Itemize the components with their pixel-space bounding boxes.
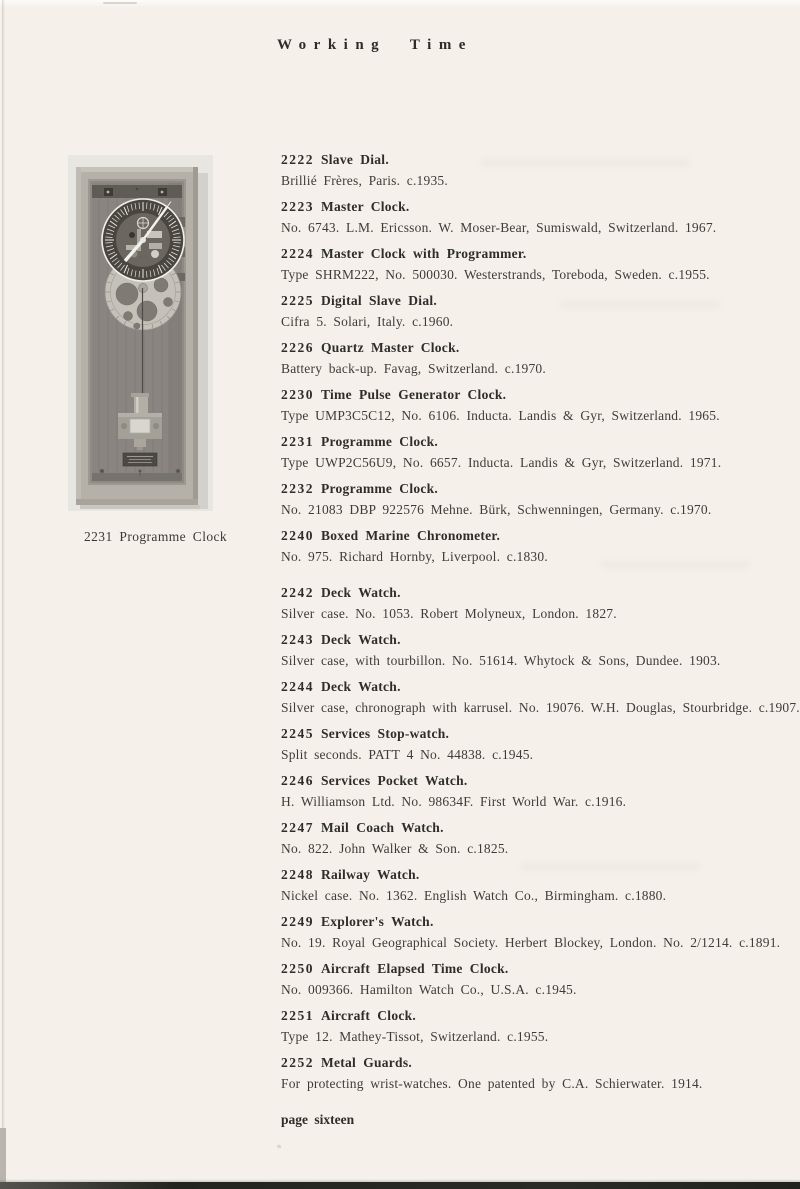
entry-number: 2222 xyxy=(281,152,314,167)
entry-heading xyxy=(281,864,786,885)
entry-heading xyxy=(281,582,786,603)
figure-caption: 2231 Programme Clock xyxy=(84,529,228,544)
clock-dial xyxy=(102,199,184,281)
entry-number: 2243 xyxy=(281,632,314,647)
entry-title: Railway Watch. xyxy=(321,867,420,882)
catalog-entry xyxy=(281,290,786,332)
entry-details: Silver case. No. 1053. Robert Molyneux, London. 1827. xyxy=(281,606,617,621)
entry-title: Master Clock with Programmer. xyxy=(321,246,527,261)
catalog-entry xyxy=(281,817,786,859)
entry-number: 2247 xyxy=(281,820,314,835)
catalog-entry xyxy=(281,958,786,1000)
entry-details: No. 19. Royal Geographical Society. Herbert Blockey, London. No. 2/1214. c.1891. xyxy=(281,935,781,950)
entry-heading xyxy=(281,431,786,452)
catalog-entry xyxy=(281,582,786,624)
scan-left-corner-shade xyxy=(0,1128,6,1183)
entry-heading xyxy=(281,196,786,217)
entry-number: 2230 xyxy=(281,387,314,402)
entry-title: Quartz Master Clock. xyxy=(321,340,460,355)
entry-heading xyxy=(281,243,786,264)
entry-heading xyxy=(281,1005,786,1026)
entry-title: Deck Watch. xyxy=(321,585,401,600)
entry-number: 2242 xyxy=(281,585,314,600)
entry-heading xyxy=(281,478,786,499)
entry-details: Type UMP3C5C12, No. 6106. Inducta. Landis & Gyr, Switzerland. 1965. xyxy=(281,408,720,423)
catalog-entry xyxy=(281,629,786,671)
entry-details: For protecting wrist-watches. One patented by C.A. Schierwater. 1914. xyxy=(281,1076,703,1091)
entry-details: Brillié Frères, Paris. c.1935. xyxy=(281,173,448,188)
entry-title: Master Clock. xyxy=(321,199,410,214)
entry-number: 2245 xyxy=(281,726,314,741)
entry-heading xyxy=(281,676,786,697)
catalog-entry xyxy=(281,864,786,906)
entry-details: Type 12. Mathey-Tissot, Switzerland. c.1955. xyxy=(281,1029,549,1044)
entry-details: Silver case, chronograph with karrusel. No. 19076. W.H. Douglas, Stourbridge. c.1907. xyxy=(281,700,800,715)
page-title: Working Time xyxy=(277,37,473,53)
catalog-entry xyxy=(281,1005,786,1047)
entry-heading xyxy=(281,290,786,311)
makers-label xyxy=(123,453,157,466)
entries-list xyxy=(281,149,800,1099)
entry-number: 2240 xyxy=(281,528,314,543)
scan-mark xyxy=(103,2,137,4)
scan-left-edge xyxy=(2,0,5,1189)
entry-heading xyxy=(281,770,786,791)
entry-title: Explorer's Watch. xyxy=(321,914,434,929)
entry-number: 2251 xyxy=(281,1008,314,1023)
entry-heading xyxy=(281,629,786,650)
entry-number: 2225 xyxy=(281,293,314,308)
catalog-entry xyxy=(281,676,800,718)
entry-number: 2252 xyxy=(281,1055,314,1070)
catalog-entry xyxy=(281,431,786,473)
entry-number: 2226 xyxy=(281,340,314,355)
entry-details: No. 21083 DBP 922576 Mehne. Bürk, Schwenningen, Germany. c.1970. xyxy=(281,502,712,517)
entry-heading xyxy=(281,723,786,744)
entry-details: Silver case, with tourbillon. No. 51614. Whytock & Sons, Dundee. 1903. xyxy=(281,653,721,668)
entry-title: Digital Slave Dial. xyxy=(321,293,438,308)
entry-title: Services Stop-watch. xyxy=(321,726,450,741)
entry-details: Type UWP2C56U9, No. 6657. Inducta. Landis & Gyr, Switzerland. 1971. xyxy=(281,455,722,470)
entry-title: Aircraft Elapsed Time Clock. xyxy=(321,961,509,976)
entry-heading xyxy=(281,1052,786,1073)
entry-title: Aircraft Clock. xyxy=(321,1008,417,1023)
entry-number: 2249 xyxy=(281,914,314,929)
entry-title: Programme Clock. xyxy=(321,434,439,449)
entry-number: 2231 xyxy=(281,434,314,449)
entry-number: 2250 xyxy=(281,961,314,976)
catalog-entry xyxy=(281,196,786,238)
entry-details: Cifra 5. Solari, Italy. c.1960. xyxy=(281,314,454,329)
entry-heading xyxy=(281,817,786,838)
entry-title: Slave Dial. xyxy=(321,152,389,167)
catalog-entry xyxy=(281,723,786,765)
entry-title: Metal Guards. xyxy=(321,1055,413,1070)
catalog-entry xyxy=(281,337,786,379)
entry-heading xyxy=(281,525,786,546)
entry-details: Split seconds. PATT 4 No. 44838. c.1945. xyxy=(281,747,534,762)
entry-title: Deck Watch. xyxy=(321,679,401,694)
scan-bottom-edge xyxy=(0,1182,800,1189)
catalog-entry xyxy=(281,478,786,520)
catalog-entry xyxy=(281,1052,786,1094)
entry-number: 2224 xyxy=(281,246,314,261)
catalog-entry xyxy=(281,770,786,812)
entry-number: 2246 xyxy=(281,773,314,788)
entry-heading xyxy=(281,384,786,405)
entry-heading xyxy=(281,337,786,358)
programme-clock-illustration xyxy=(68,155,213,511)
entry-title: Boxed Marine Chronometer. xyxy=(321,528,501,543)
entry-details: No. 975. Richard Hornby, Liverpool. c.1830. xyxy=(281,549,548,564)
catalog-entry xyxy=(281,384,786,426)
catalog-entry xyxy=(281,149,786,191)
entry-heading xyxy=(281,911,786,932)
entry-title: Time Pulse Generator Clock. xyxy=(321,387,507,402)
entry-title: Mail Coach Watch. xyxy=(321,820,444,835)
entry-details: Battery back-up. Favag, Switzerland. c.1970. xyxy=(281,361,546,376)
ink-smudge: * xyxy=(275,1142,283,1156)
entry-details: No. 822. John Walker & Son. c.1825. xyxy=(281,841,509,856)
catalog-entry xyxy=(281,911,786,953)
entry-details: Type SHRM222, No. 500030. Westerstrands, Toreboda, Sweden. c.1955. xyxy=(281,267,710,282)
catalog-entry xyxy=(281,243,786,285)
catalog-entry xyxy=(281,525,786,567)
entry-heading xyxy=(281,958,786,979)
entry-number: 2232 xyxy=(281,481,314,496)
entry-title: Programme Clock. xyxy=(321,481,439,496)
programme-clock-photo xyxy=(68,155,213,511)
entry-details: H. Williamson Ltd. No. 98634F. First World War. c.1916. xyxy=(281,794,627,809)
entry-details: Nickel case. No. 1362. English Watch Co., Birmingham. c.1880. xyxy=(281,888,667,903)
page-number: page sixteen xyxy=(281,1112,355,1127)
entry-number: 2223 xyxy=(281,199,314,214)
entry-title: Deck Watch. xyxy=(321,632,401,647)
entry-heading xyxy=(281,149,786,170)
entry-title: Services Pocket Watch. xyxy=(321,773,468,788)
entry-details: No. 009366. Hamilton Watch Co., U.S.A. c.1945. xyxy=(281,982,577,997)
entry-details: No. 6743. L.M. Ericsson. W. Moser-Bear, Sumiswald, Switzerland. 1967. xyxy=(281,220,717,235)
entry-number: 2244 xyxy=(281,679,314,694)
entry-number: 2248 xyxy=(281,867,314,882)
